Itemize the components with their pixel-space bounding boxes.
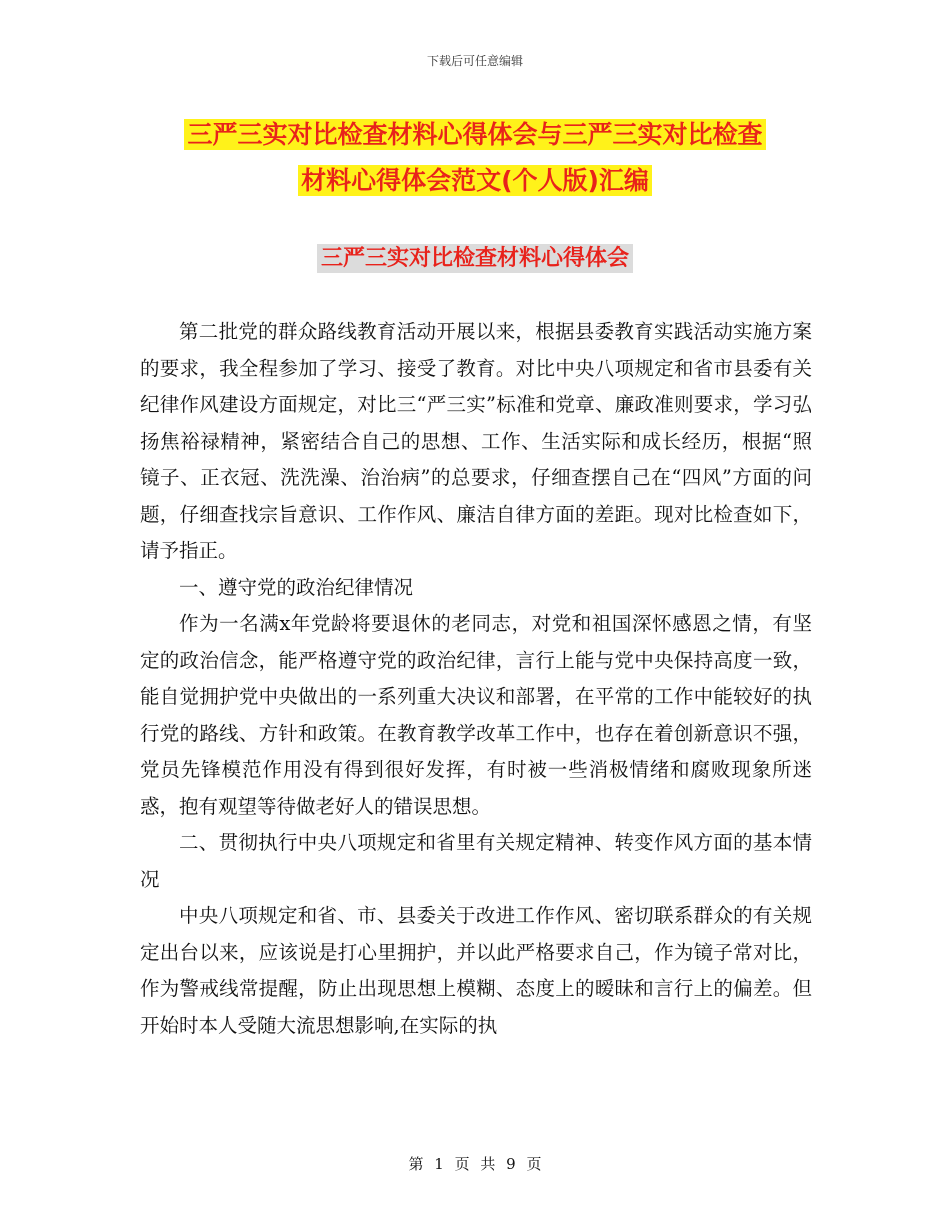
section-heading: [0, 242, 950, 276]
page-header: 下载后可任意编辑: [426, 54, 523, 68]
paragraph-heading-1: 一、遵守党的政治纪律情况: [179, 575, 414, 599]
paragraph-section-2: 中央八项规定和省、市、县委关于改进工作作风、密切联系群众的有关规定出台以来，应该说是打心里拥护，并以此严格要求自己，作为镜子常对比，作为警戒线常提醒，防止出现思想上模糊、态度上的暧昧和言行上的偏差。但开始时本人受随大流思想影响,在实际的执: [140, 904, 812, 1037]
paragraph-section-1: 作为一名满x年党龄将要退休的老同志，对党和祖国深怀感恩之情，有坚定的政治信念，能严格遵守党的政治纪律，言行上能与党中央保持高度一致，能自觉拥护党中央做出的一系列重大决议和部署，在平常的工作中能较好的执行党的路线、方针和政策。在教育教学改革工作中，也存在着创新意识不强，党员先锋模范作用没有得到很好发挥，有时被一些消极情绪和腐败现象所迷惑，抱有观望等待做老好人的错误思想。: [140, 612, 812, 818]
paragraph-heading-2: 二、贯彻执行中央八项规定和省里有关规定精神、转变作风方面的基本情况: [140, 831, 812, 891]
page-footer: 第 1 页 共 9 页: [408, 1155, 542, 1173]
title-line-1: 三严三实对比检查材料心得体会与三严三实对比检查: [184, 119, 765, 150]
title-line-2: 材料心得体会范文(个人版)汇编: [298, 165, 652, 196]
document-title: [0, 112, 950, 204]
document-body: [140, 314, 812, 1044]
paragraph-intro: 第二批党的群众路线教育活动开展以来，根据县委教育实践活动实施方案的要求，我全程参加了学习、接受了教育。对比中央八项规定和省市县委有关纪律作风建设方面规定，对比三“严三实”标准和党章、廉政准则要求，学习弘扬焦裕禄精神，紧密结合自己的思想、工作、生活实际和成长经历，根据“照镜子、正衣冠、洗洗澡、治治病”的总要求，仔细查摆自己在“四风”方面的问题，仔细查找宗旨意识、工作作风、廉洁自律方面的差距。现对比检查如下，请予指正。: [140, 320, 812, 562]
section-title: 三严三实对比检查材料心得体会: [317, 244, 633, 273]
